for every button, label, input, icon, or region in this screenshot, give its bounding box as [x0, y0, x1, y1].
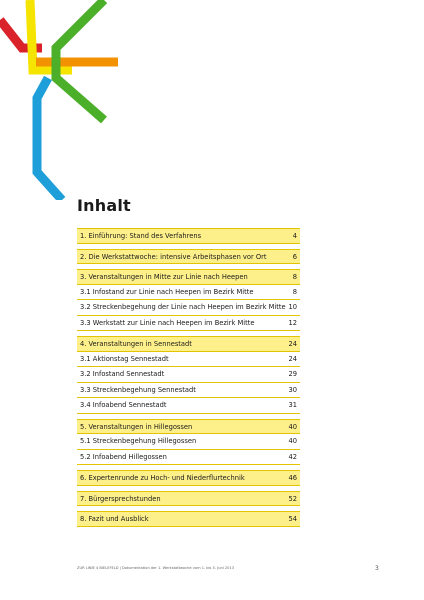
toc-entry-label: 4. Veranstaltungen in Sennestadt: [80, 340, 192, 348]
toc-entry-page: 46: [288, 474, 297, 482]
page-number: 3: [375, 565, 379, 572]
toc-entry-label: 1. Einführung: Stand des Verfahrens: [80, 232, 202, 240]
toc-entry-page: 24: [288, 354, 297, 363]
toc-entry-page: 12: [288, 318, 297, 327]
toc-entry-page: 30: [288, 385, 297, 394]
toc-section-row[interactable]: [77, 398, 300, 414]
toc-entry-label: 3.2 Infostand Sennestadt: [80, 370, 165, 378]
toc-entry-label: 2. Die Werkstattwoche: intensive Arbeitsphasen vor Ort: [80, 252, 267, 261]
toc-entry-label: 5. Veranstaltungen in Hillegossen: [80, 422, 193, 431]
toc-section-row[interactable]: [77, 367, 300, 383]
toc-entry-page: 6: [292, 252, 297, 261]
toc-chapter-row[interactable]: [77, 336, 300, 352]
toc-entry-page: 42: [288, 452, 297, 461]
toc-chapter-row[interactable]: [77, 511, 300, 527]
toc-entry-label: 3.2 Streckenbegehung der Linie nach Heepen im Bezirk Mitte: [80, 303, 286, 311]
toc-entry-label: 3.3 Werkstatt zur Linie nach Heepen im Bezirk Mitte: [80, 318, 255, 327]
toc-chapter-row[interactable]: [77, 249, 300, 265]
toc-section-row[interactable]: [77, 450, 300, 466]
toc-entry-label: 3.1 Infostand zur Linie nach Heepen im Bezirk Mitte: [80, 287, 254, 296]
toc-entry-label: 7. Bürgersprechstunden: [80, 494, 161, 503]
toc-entry-label: 3.3 Streckenbegehung Sennestadt: [80, 385, 196, 394]
logo-line-blue: [37, 78, 62, 200]
toc-entry-label: 3. Veranstaltungen in Mitte zur Linie nach Heepen: [80, 273, 248, 281]
toc-chapter-row[interactable]: [77, 269, 300, 285]
toc-entry-page: 8: [292, 273, 297, 281]
toc-entry-label: 3.4 Infoabend Sennestadt: [80, 401, 167, 409]
table-of-contents: [77, 228, 300, 527]
toc-section-row[interactable]: [77, 434, 300, 450]
toc-entry-page: 31: [288, 401, 297, 409]
toc-entry-label: 8. Fazit und Ausblick: [80, 515, 149, 523]
toc-entry-page: 4: [292, 232, 297, 240]
toc-entry-page: 29: [288, 370, 297, 378]
toc-section-row[interactable]: [77, 316, 300, 332]
toc-section-row[interactable]: [77, 300, 300, 316]
transit-lines-logo-icon: [0, 0, 130, 200]
toc-chapter-row[interactable]: [77, 491, 300, 507]
toc-entry-label: 3.1 Aktionstag Sennestadt: [80, 354, 169, 363]
toc-chapter-row[interactable]: [77, 419, 300, 435]
toc-entry-page: 8: [292, 287, 297, 296]
toc-entry-label: 5.1 Streckenbegehung Hillegossen: [80, 437, 197, 445]
toc-entry-label: 5.2 Infoabend Hillegossen: [80, 452, 167, 461]
toc-section-row[interactable]: [77, 383, 300, 399]
toc-chapter-row[interactable]: [77, 470, 300, 486]
toc-entry-page: 40: [288, 422, 297, 431]
toc-entry-page: 40: [288, 437, 297, 445]
toc-entry-page: 54: [288, 515, 297, 523]
toc-entry-page: 10: [288, 303, 297, 311]
toc-entry-page: 52: [288, 494, 297, 503]
page-title: Inhalt: [77, 196, 131, 215]
toc-section-row[interactable]: [77, 285, 300, 301]
toc-section-row[interactable]: [77, 352, 300, 368]
page-footer: ZUR LINIE 4 BIELEFELD | Dokumentation der 1. Werkstattwoche vom 1. bis 5. Juni 2013: [77, 566, 235, 570]
toc-entry-label: 6. Expertenrunde zu Hoch- und Niederflurtechnik: [80, 474, 245, 482]
toc-entry-page: 24: [288, 340, 297, 348]
toc-chapter-row[interactable]: [77, 228, 300, 244]
